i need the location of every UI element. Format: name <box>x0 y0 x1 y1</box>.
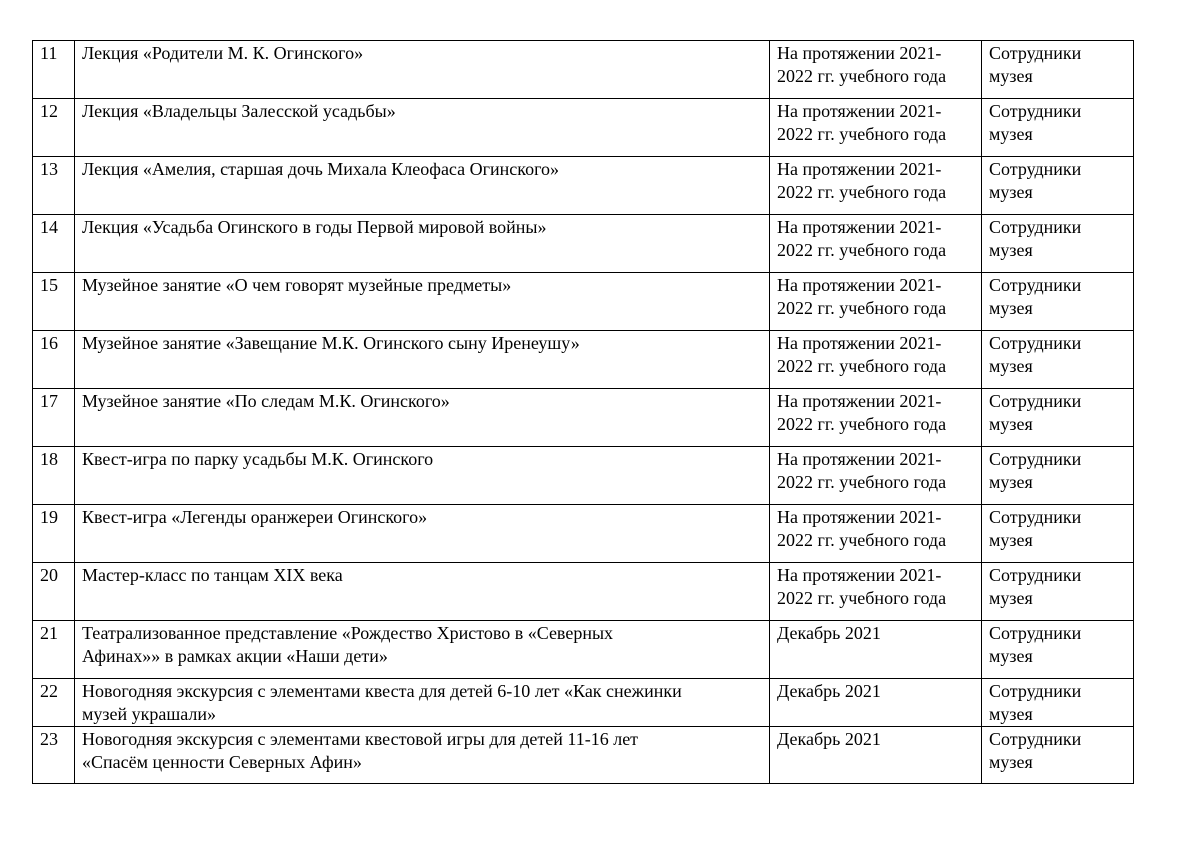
event-period: На протяжении 2021- 2022 гг. учебного года <box>770 331 982 389</box>
row-number: 15 <box>33 273 75 331</box>
event-responsible: Сотрудники музея <box>982 563 1134 621</box>
event-period: На протяжении 2021- 2022 гг. учебного года <box>770 447 982 505</box>
table-row <box>33 679 1134 727</box>
row-number: 11 <box>33 41 75 99</box>
table-row <box>33 621 1134 679</box>
events-table <box>32 40 1134 784</box>
event-responsible: Сотрудники музея <box>982 157 1134 215</box>
event-title: Музейное занятие «Завещание М.К. Огинского сыну Иренеушу» <box>75 331 770 389</box>
event-period: На протяжении 2021- 2022 гг. учебного года <box>770 505 982 563</box>
event-title: Мастер-класс по танцам XIX века <box>75 563 770 621</box>
event-responsible: Сотрудники музея <box>982 621 1134 679</box>
event-responsible: Сотрудники музея <box>982 727 1134 784</box>
event-title: Лекция «Родители М. К. Огинского» <box>75 41 770 99</box>
table-row <box>33 727 1134 784</box>
event-title: Лекция «Усадьба Огинского в годы Первой мировой войны» <box>75 215 770 273</box>
event-period: Декабрь 2021 <box>770 727 982 784</box>
event-title: Новогодняя экскурсия с элементами квеста для детей 6-10 лет «Как снежинки музей украшали» <box>75 679 770 727</box>
table-row <box>33 389 1134 447</box>
event-title: Лекция «Амелия, старшая дочь Михала Клеофаса Огинского» <box>75 157 770 215</box>
event-period: На протяжении 2021- 2022 гг. учебного года <box>770 215 982 273</box>
event-responsible: Сотрудники музея <box>982 41 1134 99</box>
table-row <box>33 99 1134 157</box>
event-period: На протяжении 2021- 2022 гг. учебного года <box>770 273 982 331</box>
event-title: Квест-игра по парку усадьбы М.К. Огинского <box>75 447 770 505</box>
event-period: На протяжении 2021- 2022 гг. учебного года <box>770 563 982 621</box>
event-responsible: Сотрудники музея <box>982 679 1134 727</box>
event-responsible: Сотрудники музея <box>982 331 1134 389</box>
event-responsible: Сотрудники музея <box>982 99 1134 157</box>
table-row <box>33 157 1134 215</box>
table-row <box>33 331 1134 389</box>
event-title: Театрализованное представление «Рождество Христово в «Северных Афинах»» в рамках акции «Наши дети» <box>75 621 770 679</box>
row-number: 20 <box>33 563 75 621</box>
event-period: Декабрь 2021 <box>770 679 982 727</box>
row-number: 14 <box>33 215 75 273</box>
table-row <box>33 563 1134 621</box>
event-responsible: Сотрудники музея <box>982 505 1134 563</box>
event-title: Квест-игра «Легенды оранжереи Огинского» <box>75 505 770 563</box>
event-period: На протяжении 2021- 2022 гг. учебного года <box>770 157 982 215</box>
event-title: Новогодняя экскурсия с элементами квестовой игры для детей 11-16 лет «Спасём ценности Северных Афин» <box>75 727 770 784</box>
row-number: 22 <box>33 679 75 727</box>
row-number: 21 <box>33 621 75 679</box>
row-number: 17 <box>33 389 75 447</box>
row-number: 13 <box>33 157 75 215</box>
row-number: 12 <box>33 99 75 157</box>
event-title: Музейное занятие «По следам М.К. Огинского» <box>75 389 770 447</box>
event-responsible: Сотрудники музея <box>982 215 1134 273</box>
row-number: 19 <box>33 505 75 563</box>
row-number: 18 <box>33 447 75 505</box>
table-row <box>33 447 1134 505</box>
event-period: Декабрь 2021 <box>770 621 982 679</box>
event-period: На протяжении 2021- 2022 гг. учебного года <box>770 41 982 99</box>
event-responsible: Сотрудники музея <box>982 273 1134 331</box>
table-row <box>33 215 1134 273</box>
row-number: 23 <box>33 727 75 784</box>
event-responsible: Сотрудники музея <box>982 389 1134 447</box>
table-row <box>33 273 1134 331</box>
event-title: Лекция «Владельцы Залесской усадьбы» <box>75 99 770 157</box>
event-period: На протяжении 2021- 2022 гг. учебного года <box>770 99 982 157</box>
event-title: Музейное занятие «О чем говорят музейные предметы» <box>75 273 770 331</box>
row-number: 16 <box>33 331 75 389</box>
event-period: На протяжении 2021- 2022 гг. учебного года <box>770 389 982 447</box>
table-row <box>33 505 1134 563</box>
table-row <box>33 41 1134 99</box>
event-responsible: Сотрудники музея <box>982 447 1134 505</box>
